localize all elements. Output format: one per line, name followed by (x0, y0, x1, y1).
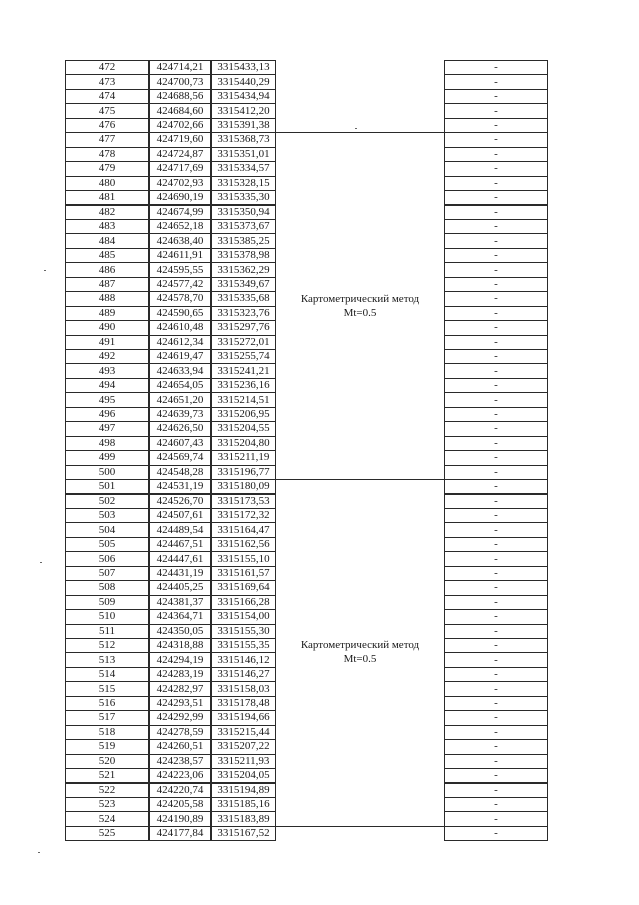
x-coordinate-cell: 424467,51 (149, 537, 211, 552)
error-mark-cell: - (444, 335, 548, 350)
point-number-cell: 497 (65, 421, 149, 436)
error-mark-cell: - (444, 783, 548, 798)
x-coordinate-cell: 424724,87 (149, 147, 211, 162)
y-coordinate-cell: 3315155,30 (211, 624, 276, 639)
x-coordinate-cell: 424190,89 (149, 811, 211, 826)
y-coordinate-cell: 3315204,80 (211, 436, 276, 451)
error-mark-cell: - (444, 233, 548, 248)
y-coordinate-cell: 3315335,68 (211, 291, 276, 306)
x-coordinate-cell: 424260,51 (149, 739, 211, 754)
error-mark-cell: - (444, 450, 548, 465)
error-mark-cell: - (444, 710, 548, 725)
y-coordinate-cell: 3315146,12 (211, 652, 276, 667)
point-number-cell: 519 (65, 739, 149, 754)
point-number-cell: 506 (65, 551, 149, 566)
y-coordinate-cell: 3315241,21 (211, 363, 276, 378)
point-number-cell: 480 (65, 176, 149, 191)
y-coordinate-cell: 3315236,16 (211, 378, 276, 393)
x-coordinate-cell: 424526,70 (149, 494, 211, 509)
group-separator-line (276, 132, 444, 133)
point-number-cell: 481 (65, 190, 149, 205)
x-coordinate-cell: 424611,91 (149, 248, 211, 263)
scan-speck (44, 270, 46, 271)
error-mark-cell: - (444, 768, 548, 783)
error-mark-cell: - (444, 190, 548, 205)
error-mark-cell: - (444, 118, 548, 133)
error-mark-cell: - (444, 248, 548, 263)
error-mark-cell: - (444, 580, 548, 595)
point-number-cell: 475 (65, 103, 149, 118)
x-coordinate-cell: 424700,73 (149, 74, 211, 89)
error-mark-cell: - (444, 277, 548, 292)
y-coordinate-cell: 3315155,35 (211, 638, 276, 653)
point-number-cell: 516 (65, 696, 149, 711)
x-coordinate-cell: 424626,50 (149, 421, 211, 436)
error-mark-cell: - (444, 436, 548, 451)
x-coordinate-cell: 424405,25 (149, 580, 211, 595)
x-coordinate-cell: 424590,65 (149, 306, 211, 321)
point-number-cell: 472 (65, 60, 149, 75)
error-mark-cell: - (444, 132, 548, 147)
y-coordinate-cell: 3315194,89 (211, 783, 276, 798)
y-coordinate-cell: 3315161,57 (211, 566, 276, 581)
y-coordinate-cell: 3315323,76 (211, 306, 276, 321)
y-coordinate-cell: 3315211,19 (211, 450, 276, 465)
x-coordinate-cell: 424719,60 (149, 132, 211, 147)
scan-speck (40, 562, 42, 563)
point-number-cell: 515 (65, 681, 149, 696)
point-number-cell: 523 (65, 797, 149, 812)
point-number-cell: 522 (65, 783, 149, 798)
y-coordinate-cell: 3315178,48 (211, 696, 276, 711)
point-number-cell: 525 (65, 826, 149, 841)
x-coordinate-cell: 424702,66 (149, 118, 211, 133)
y-coordinate-cell: 3315158,03 (211, 681, 276, 696)
point-number-cell: 508 (65, 580, 149, 595)
error-mark-cell: - (444, 205, 548, 220)
error-mark-cell: - (444, 60, 548, 75)
x-coordinate-cell: 424489,54 (149, 522, 211, 537)
x-coordinate-cell: 424690,19 (149, 190, 211, 205)
point-number-cell: 500 (65, 465, 149, 480)
point-number-cell: 478 (65, 147, 149, 162)
y-coordinate-cell: 3315172,32 (211, 508, 276, 523)
x-coordinate-cell: 424447,61 (149, 551, 211, 566)
y-coordinate-cell: 3315166,28 (211, 595, 276, 610)
y-coordinate-cell: 3315297,76 (211, 320, 276, 335)
point-number-cell: 507 (65, 566, 149, 581)
point-number-cell: 477 (65, 132, 149, 147)
point-number-cell: 509 (65, 595, 149, 610)
y-coordinate-cell: 3315434,94 (211, 89, 276, 104)
x-coordinate-cell: 424639,73 (149, 407, 211, 422)
point-number-cell: 473 (65, 74, 149, 89)
point-number-cell: 486 (65, 262, 149, 277)
error-mark-cell: - (444, 508, 548, 523)
x-coordinate-cell: 424674,99 (149, 205, 211, 220)
x-coordinate-cell: 424684,60 (149, 103, 211, 118)
y-coordinate-cell: 3315215,44 (211, 725, 276, 740)
error-mark-cell: - (444, 392, 548, 407)
point-number-cell: 517 (65, 710, 149, 725)
point-number-cell: 498 (65, 436, 149, 451)
y-coordinate-cell: 3315196,77 (211, 465, 276, 480)
point-number-cell: 493 (65, 363, 149, 378)
point-number-cell: 492 (65, 349, 149, 364)
y-coordinate-cell: 3315211,93 (211, 754, 276, 769)
x-coordinate-cell: 424223,06 (149, 768, 211, 783)
error-mark-cell: - (444, 147, 548, 162)
y-coordinate-cell: 3315349,67 (211, 277, 276, 292)
x-coordinate-cell: 424638,40 (149, 233, 211, 248)
error-mark-cell: - (444, 306, 548, 321)
y-coordinate-cell: 3315206,95 (211, 407, 276, 422)
x-coordinate-cell: 424633,94 (149, 363, 211, 378)
error-mark-cell: - (444, 74, 548, 89)
error-mark-cell: - (444, 494, 548, 509)
y-coordinate-cell: 3315385,25 (211, 233, 276, 248)
error-mark-cell: - (444, 176, 548, 191)
error-mark-cell: - (444, 811, 548, 826)
y-coordinate-cell: 3315169,64 (211, 580, 276, 595)
y-coordinate-cell: 3315185,16 (211, 797, 276, 812)
error-mark-cell: - (444, 551, 548, 566)
y-coordinate-cell: 3315207,22 (211, 739, 276, 754)
y-coordinate-cell: 3315255,74 (211, 349, 276, 364)
y-coordinate-cell: 3315334,57 (211, 161, 276, 176)
group-separator-line (276, 826, 444, 827)
point-number-cell: 488 (65, 291, 149, 306)
point-number-cell: 494 (65, 378, 149, 393)
point-number-cell: 511 (65, 624, 149, 639)
error-mark-cell: - (444, 797, 548, 812)
y-coordinate-cell: 3315378,98 (211, 248, 276, 263)
point-number-cell: 524 (65, 811, 149, 826)
point-number-cell: 503 (65, 508, 149, 523)
y-coordinate-cell: 3315167,52 (211, 826, 276, 841)
point-number-cell: 495 (65, 392, 149, 407)
error-mark-cell: - (444, 595, 548, 610)
y-coordinate-cell: 3315350,94 (211, 205, 276, 220)
y-coordinate-cell: 3315180,09 (211, 479, 276, 494)
error-mark-cell: - (444, 320, 548, 335)
x-coordinate-cell: 424381,37 (149, 595, 211, 610)
x-coordinate-cell: 424651,20 (149, 392, 211, 407)
x-coordinate-cell: 424714,21 (149, 60, 211, 75)
x-coordinate-cell: 424350,05 (149, 624, 211, 639)
survey-method-note (276, 638, 444, 666)
y-coordinate-cell: 3315164,47 (211, 522, 276, 537)
error-mark-cell: - (444, 696, 548, 711)
y-coordinate-cell: 3315412,20 (211, 103, 276, 118)
x-coordinate-cell: 424610,48 (149, 320, 211, 335)
x-coordinate-cell: 424612,34 (149, 335, 211, 350)
scan-speck (38, 852, 40, 853)
point-number-cell: 512 (65, 638, 149, 653)
point-number-cell: 483 (65, 219, 149, 234)
point-number-cell: 510 (65, 609, 149, 624)
x-coordinate-cell: 424364,71 (149, 609, 211, 624)
point-number-cell: 489 (65, 306, 149, 321)
error-mark-cell: - (444, 291, 548, 306)
x-coordinate-cell: 424578,70 (149, 291, 211, 306)
x-coordinate-cell: 424507,61 (149, 508, 211, 523)
error-mark-cell: - (444, 754, 548, 769)
error-mark-cell: - (444, 407, 548, 422)
y-coordinate-cell: 3315335,30 (211, 190, 276, 205)
x-coordinate-cell: 424702,93 (149, 176, 211, 191)
error-mark-cell: - (444, 681, 548, 696)
error-mark-cell: - (444, 465, 548, 480)
x-coordinate-cell: 424293,51 (149, 696, 211, 711)
x-coordinate-cell: 424205,58 (149, 797, 211, 812)
error-mark-cell: - (444, 624, 548, 639)
x-coordinate-cell: 424577,42 (149, 277, 211, 292)
error-mark-cell: - (444, 537, 548, 552)
x-coordinate-cell: 424548,28 (149, 465, 211, 480)
error-mark-cell: - (444, 739, 548, 754)
error-mark-cell: - (444, 725, 548, 740)
error-mark-cell: - (444, 363, 548, 378)
point-number-cell: 482 (65, 205, 149, 220)
error-mark-cell: - (444, 609, 548, 624)
scan-speck (355, 128, 357, 129)
y-coordinate-cell: 3315272,01 (211, 335, 276, 350)
x-coordinate-cell: 424652,18 (149, 219, 211, 234)
x-coordinate-cell: 424531,19 (149, 479, 211, 494)
accuracy-label: Mt=0.5 (343, 653, 377, 666)
x-coordinate-cell: 424278,59 (149, 725, 211, 740)
y-coordinate-cell: 3315362,29 (211, 262, 276, 277)
point-number-cell: 499 (65, 450, 149, 465)
point-number-cell: 521 (65, 768, 149, 783)
y-coordinate-cell: 3315183,89 (211, 811, 276, 826)
y-coordinate-cell: 3315146,27 (211, 667, 276, 682)
method-label: Картометрический метод (300, 639, 420, 652)
error-mark-cell: - (444, 219, 548, 234)
y-coordinate-cell: 3315204,05 (211, 768, 276, 783)
error-mark-cell: - (444, 522, 548, 537)
error-mark-cell: - (444, 826, 548, 841)
error-mark-cell: - (444, 89, 548, 104)
y-coordinate-cell: 3315433,13 (211, 60, 276, 75)
error-mark-cell: - (444, 652, 548, 667)
point-number-cell: 476 (65, 118, 149, 133)
error-mark-cell: - (444, 378, 548, 393)
point-number-cell: 491 (65, 335, 149, 350)
x-coordinate-cell: 424717,69 (149, 161, 211, 176)
error-mark-cell: - (444, 421, 548, 436)
y-coordinate-cell: 3315155,10 (211, 551, 276, 566)
point-number-cell: 485 (65, 248, 149, 263)
x-coordinate-cell: 424318,88 (149, 638, 211, 653)
y-coordinate-cell: 3315214,51 (211, 392, 276, 407)
y-coordinate-cell: 3315328,15 (211, 176, 276, 191)
point-number-cell: 518 (65, 725, 149, 740)
error-mark-cell: - (444, 667, 548, 682)
point-number-cell: 502 (65, 494, 149, 509)
x-coordinate-cell: 424619,47 (149, 349, 211, 364)
y-coordinate-cell: 3315162,56 (211, 537, 276, 552)
error-mark-cell: - (444, 479, 548, 494)
point-number-cell: 487 (65, 277, 149, 292)
y-coordinate-cell: 3315194,66 (211, 710, 276, 725)
group-separator-line (276, 479, 444, 480)
x-coordinate-cell: 424220,74 (149, 783, 211, 798)
x-coordinate-cell: 424607,43 (149, 436, 211, 451)
point-number-cell: 505 (65, 537, 149, 552)
x-coordinate-cell: 424595,55 (149, 262, 211, 277)
point-number-cell: 520 (65, 754, 149, 769)
point-number-cell: 484 (65, 233, 149, 248)
y-coordinate-cell: 3315373,67 (211, 219, 276, 234)
method-label: Картометрический метод (300, 292, 420, 305)
y-coordinate-cell: 3315440,29 (211, 74, 276, 89)
y-coordinate-cell: 3315391,38 (211, 118, 276, 133)
x-coordinate-cell: 424282,97 (149, 681, 211, 696)
point-number-cell: 474 (65, 89, 149, 104)
x-coordinate-cell: 424294,19 (149, 652, 211, 667)
x-coordinate-cell: 424238,57 (149, 754, 211, 769)
error-mark-cell: - (444, 349, 548, 364)
x-coordinate-cell: 424569,74 (149, 450, 211, 465)
x-coordinate-cell: 424292,99 (149, 710, 211, 725)
y-coordinate-cell: 3315368,73 (211, 132, 276, 147)
y-coordinate-cell: 3315204,55 (211, 421, 276, 436)
y-coordinate-cell: 3315154,00 (211, 609, 276, 624)
y-coordinate-cell: 3315173,53 (211, 494, 276, 509)
x-coordinate-cell: 424177,84 (149, 826, 211, 841)
x-coordinate-cell: 424688,56 (149, 89, 211, 104)
x-coordinate-cell: 424654,05 (149, 378, 211, 393)
point-number-cell: 504 (65, 522, 149, 537)
point-number-cell: 501 (65, 479, 149, 494)
point-number-cell: 514 (65, 667, 149, 682)
error-mark-cell: - (444, 262, 548, 277)
error-mark-cell: - (444, 103, 548, 118)
error-mark-cell: - (444, 161, 548, 176)
point-number-cell: 513 (65, 652, 149, 667)
point-number-cell: 490 (65, 320, 149, 335)
point-number-cell: 496 (65, 407, 149, 422)
point-number-cell: 479 (65, 161, 149, 176)
accuracy-label: Mt=0.5 (343, 306, 377, 319)
error-mark-cell: - (444, 638, 548, 653)
survey-method-note (276, 292, 444, 320)
x-coordinate-cell: 424283,19 (149, 667, 211, 682)
error-mark-cell: - (444, 566, 548, 581)
y-coordinate-cell: 3315351,01 (211, 147, 276, 162)
x-coordinate-cell: 424431,19 (149, 566, 211, 581)
